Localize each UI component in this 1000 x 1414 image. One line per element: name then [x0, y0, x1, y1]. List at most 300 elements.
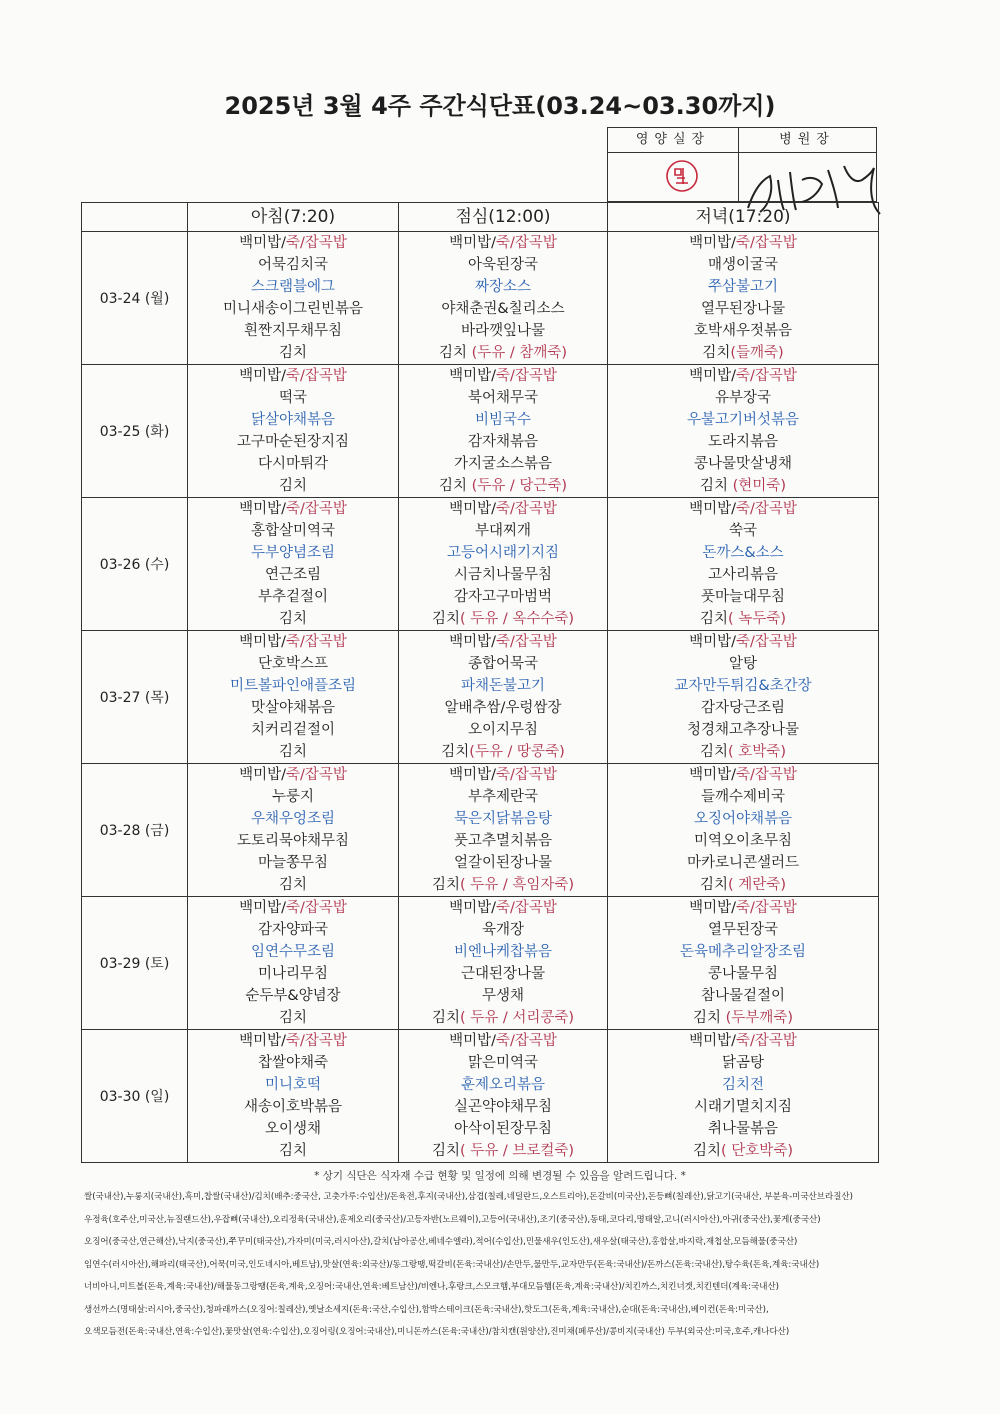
page-title: 2025년 3월 4주 주간식단표(03.24~03.30까지)	[224, 92, 776, 120]
side-dish	[608, 719, 878, 741]
side-dish	[608, 919, 878, 941]
rice-white: 백미밥/	[239, 235, 286, 251]
side-dish	[399, 697, 607, 719]
kimchi-line	[608, 1007, 878, 1029]
meal-cell-dinner	[608, 764, 879, 897]
side-dish	[188, 520, 398, 542]
kimchi-line	[399, 1007, 607, 1029]
side-dish	[608, 830, 878, 852]
rice-line	[399, 365, 607, 387]
side-dish	[399, 1052, 607, 1074]
dish-name: 고구마순된장지짐	[236, 434, 350, 450]
day-row	[82, 1030, 879, 1163]
side-dish	[399, 387, 607, 409]
dish-name: 열무된장국	[707, 922, 779, 938]
side-dish	[188, 830, 398, 852]
dish-name: 닭곰탕	[721, 1055, 765, 1071]
side-dish	[399, 564, 607, 586]
main-dish-name: 임연수무조림	[250, 944, 336, 960]
dish-name: 부추겉절이	[257, 589, 329, 605]
side-dish	[188, 387, 398, 409]
dish-name: 새송이호박볶음	[243, 1099, 343, 1115]
rice-porridge-grain: 죽/잡곡밥	[495, 368, 557, 384]
kimchi: 김치	[431, 611, 460, 627]
side-dish	[608, 653, 878, 675]
side-dish	[608, 963, 878, 985]
dish-name: 알배추쌈/우렁쌈장	[444, 700, 562, 716]
side-dish	[188, 254, 398, 276]
side-dish	[399, 830, 607, 852]
kimchi: 김치	[700, 611, 729, 627]
rice-line	[188, 897, 398, 919]
rice-porridge-grain: 죽/잡곡밥	[285, 501, 347, 517]
dish-name: 마카로니콘샐러드	[686, 855, 800, 871]
rice-white: 백미밥/	[689, 235, 736, 251]
side-dish	[399, 520, 607, 542]
kimchi-line	[608, 1140, 878, 1162]
dish-name: 다시마튀각	[257, 456, 329, 472]
dish-name: 아욱된장국	[467, 257, 539, 273]
rice-line	[188, 631, 398, 653]
side-dish	[188, 1052, 398, 1074]
dish-name: 열무된장나물	[700, 301, 786, 317]
kimchi: 김치	[278, 877, 307, 893]
dish-name: 미나리무침	[257, 966, 329, 982]
kimchi: 김치	[702, 345, 731, 361]
main-dish-name: 우채우엉조림	[250, 811, 336, 827]
kimchi: 김치	[441, 744, 470, 760]
side-dish	[608, 1118, 878, 1140]
origin-line: 임연수(러시아산),해파리(태국산),어묵(미국,인도네시아,베트남),맛살(연육:외국산)/동그랑땡,떡갈비(돈육:국내산)/손만두,물만두,교자만두(돈육:국내산)/돈까스(돈육:국내산),탕수육(돈육,계육:국내산)	[84, 1259, 820, 1270]
kimchi: 김치	[431, 877, 460, 893]
kimchi: 김치	[278, 744, 307, 760]
side-dish	[188, 719, 398, 741]
side-dish	[188, 431, 398, 453]
rice-line	[608, 498, 878, 520]
side-dish	[188, 653, 398, 675]
side-dish	[608, 786, 878, 808]
dish-name: 유부장국	[714, 390, 772, 406]
notice-text: * 상기 식단은 식자재 수급 현황 및 일정에 의해 변경될 수 있음을 알려드립니다. *	[314, 1170, 686, 1182]
dish-name: 흰짠지무채무침	[243, 323, 343, 339]
meal-cell-lunch	[399, 1030, 608, 1163]
rice-white: 백미밥/	[239, 634, 286, 650]
dish-name: 바라깻잎나물	[460, 323, 546, 339]
dish-name: 아삭이된장무침	[453, 1121, 553, 1137]
kimchi-line	[399, 475, 607, 497]
rice-porridge-grain: 죽/잡곡밥	[495, 501, 557, 517]
rice-line	[608, 365, 878, 387]
dish-name: 매생이굴국	[707, 257, 779, 273]
kimchi-line	[399, 741, 607, 763]
dish-name: 고사리볶음	[707, 567, 779, 583]
rice-line	[608, 897, 878, 919]
rice-line	[188, 498, 398, 520]
rice-porridge-grain: 죽/잡곡밥	[285, 767, 347, 783]
kimchi-line	[188, 1007, 398, 1029]
main-dish	[188, 409, 398, 431]
header-date	[82, 203, 188, 232]
header-breakfast: 아침(7:20)	[188, 203, 399, 232]
kimchi: 김치	[700, 744, 729, 760]
day-row	[82, 498, 879, 631]
origin-line: 오색모듬전(돈육:국내산,연육:수입산),꽃맛살(연육:수입산),오징어링(오징어:국내산),미니돈까스(돈육:국내산)/참치캔(원양산),진미채(페루산)/콩비지(국내산) 두부(외국산:미국,호주,캐나다산)	[84, 1327, 790, 1337]
special-porridge: ( 녹두죽)	[728, 611, 786, 627]
meal-cell-breakfast	[188, 897, 399, 1030]
main-dish	[188, 941, 398, 963]
meal-cell-breakfast	[188, 365, 399, 498]
rice-line	[608, 1030, 878, 1052]
rice-white: 백미밥/	[449, 368, 496, 384]
main-dish-name: 비빔국수	[474, 412, 532, 428]
meal-cell-lunch	[399, 498, 608, 631]
rice-line	[608, 764, 878, 786]
side-dish	[399, 653, 607, 675]
side-dish	[608, 254, 878, 276]
rice-porridge-grain: 죽/잡곡밥	[735, 634, 797, 650]
rice-line	[608, 631, 878, 653]
rice-white: 백미밥/	[239, 767, 286, 783]
main-dish-name: 미니호떡	[264, 1077, 322, 1093]
side-dish	[188, 564, 398, 586]
main-dish	[608, 1074, 878, 1096]
main-dish	[608, 808, 878, 830]
dish-name: 오이생채	[264, 1121, 322, 1137]
rice-porridge-grain: 죽/잡곡밥	[285, 1033, 347, 1049]
kimchi: 김치	[278, 1143, 307, 1159]
meal-cell-breakfast	[188, 1030, 399, 1163]
day-date: 03-25 (화)	[82, 365, 188, 498]
main-dish	[608, 409, 878, 431]
dish-name: 누룽지	[271, 789, 315, 805]
dish-name: 청경채고추장나물	[686, 722, 800, 738]
side-dish	[608, 431, 878, 453]
rice-white: 백미밥/	[689, 900, 736, 916]
rice-white: 백미밥/	[239, 900, 286, 916]
main-dish-name: 묵은지닭볶음탕	[453, 811, 553, 827]
dish-name: 도토리묵야채무침	[236, 833, 350, 849]
dish-name: 마늘쫑무침	[257, 855, 329, 871]
dish-name: 야채춘권&칠리소스	[441, 301, 565, 317]
rice-line	[608, 232, 878, 254]
rice-line	[188, 232, 398, 254]
side-dish	[608, 564, 878, 586]
side-dish	[188, 298, 398, 320]
dish-name: 감자채볶음	[467, 434, 539, 450]
rice-white: 백미밥/	[449, 634, 496, 650]
main-dish-name: 쭈삼불고기	[707, 279, 779, 295]
side-dish	[188, 786, 398, 808]
dish-name: 맑은미역국	[467, 1055, 539, 1071]
dish-name: 실곤약야채무침	[453, 1099, 553, 1115]
dish-name: 무생채	[481, 988, 525, 1004]
approval-divider	[738, 152, 739, 202]
kimchi-line	[399, 608, 607, 630]
dish-name: 호박새우젓볶음	[693, 323, 793, 339]
day-row	[82, 365, 879, 498]
kimchi-line	[608, 874, 878, 896]
main-dish-name: 두부양념조림	[250, 545, 336, 561]
meal-cell-lunch	[399, 232, 608, 365]
main-dish	[399, 542, 607, 564]
dish-name: 시래기멸치지짐	[693, 1099, 793, 1115]
main-dish-name: 우불고기버섯볶음	[686, 412, 800, 428]
main-dish	[188, 675, 398, 697]
side-dish	[399, 852, 607, 874]
meal-cell-lunch	[399, 365, 608, 498]
dish-name: 가지굴소스볶음	[453, 456, 553, 472]
side-dish	[188, 586, 398, 608]
meal-cell-breakfast	[188, 498, 399, 631]
kimchi-line	[608, 342, 878, 364]
rice-white: 백미밥/	[449, 767, 496, 783]
main-dish-name: 돈육메추리알장조림	[679, 944, 807, 960]
rice-porridge-grain: 죽/잡곡밥	[495, 1033, 557, 1049]
day-row	[82, 232, 879, 365]
side-dish	[608, 1052, 878, 1074]
dish-name: 단호박스프	[257, 656, 329, 672]
kimchi: 김치	[431, 1010, 460, 1026]
side-dish	[188, 1118, 398, 1140]
main-dish	[399, 276, 607, 298]
rice-white: 백미밥/	[689, 368, 736, 384]
rice-white: 백미밥/	[239, 368, 286, 384]
rice-line	[188, 365, 398, 387]
main-dish-name: 교자만두튀김&초간장	[674, 678, 812, 694]
meal-cell-dinner	[608, 631, 879, 764]
side-dish	[608, 387, 878, 409]
dish-name: 오이지무침	[467, 722, 539, 738]
kimchi: 김치	[278, 345, 307, 361]
kimchi: 김치	[438, 345, 472, 361]
main-dish	[188, 808, 398, 830]
side-dish	[608, 985, 878, 1007]
dish-name: 알탕	[728, 656, 757, 672]
dish-name: 어묵김치국	[257, 257, 329, 273]
side-dish	[399, 786, 607, 808]
side-dish	[188, 919, 398, 941]
dish-name: 맛살야채볶음	[250, 700, 336, 716]
day-date: 03-28 (금)	[82, 764, 188, 897]
special-porridge: ( 호박죽)	[728, 744, 786, 760]
rice-porridge-grain: 죽/잡곡밥	[285, 368, 347, 384]
rice-white: 백미밥/	[449, 501, 496, 517]
dish-name: 부대찌개	[474, 523, 532, 539]
dish-name: 근대된장나물	[460, 966, 546, 982]
main-dish	[399, 1074, 607, 1096]
weekly-menu-table	[81, 202, 879, 1163]
dish-name: 풋마늘대무침	[700, 589, 786, 605]
main-dish-name: 스크램블에그	[250, 279, 336, 295]
main-dish-name: 고등어시래기지짐	[446, 545, 560, 561]
rice-line	[188, 1030, 398, 1052]
rice-porridge-grain: 죽/잡곡밥	[495, 235, 557, 251]
side-dish	[399, 453, 607, 475]
dish-name: 콩나물맛살냉채	[693, 456, 793, 472]
kimchi-line	[188, 1140, 398, 1162]
special-porridge: ( 두유 / 흑임자죽)	[459, 877, 575, 893]
side-dish	[399, 431, 607, 453]
kimchi: 김치	[278, 611, 307, 627]
kimchi-line	[399, 342, 607, 364]
rice-line	[399, 498, 607, 520]
special-porridge: ( 계란죽)	[728, 877, 786, 893]
rice-porridge-grain: 죽/잡곡밥	[735, 767, 797, 783]
meal-cell-lunch	[399, 631, 608, 764]
dish-name: 감자당근조림	[700, 700, 786, 716]
main-dish-name: 닭살야채볶음	[250, 412, 336, 428]
rice-porridge-grain: 죽/잡곡밥	[735, 501, 797, 517]
dish-name: 미역오이초무침	[693, 833, 793, 849]
main-dish-name: 오징어야채볶음	[693, 811, 793, 827]
kimchi-line	[188, 874, 398, 896]
dish-name: 쑥국	[728, 523, 757, 539]
meal-cell-dinner	[608, 498, 879, 631]
kimchi: 김치	[278, 478, 307, 494]
side-dish	[399, 298, 607, 320]
rice-white: 백미밥/	[239, 1033, 286, 1049]
rice-line	[399, 631, 607, 653]
dish-name: 참나물겉절이	[700, 988, 786, 1004]
day-row	[82, 897, 879, 1030]
side-dish	[399, 919, 607, 941]
main-dish	[188, 542, 398, 564]
side-dish	[399, 1118, 607, 1140]
kimchi-line	[399, 874, 607, 896]
seal-stamp-icon	[665, 159, 699, 193]
side-dish	[188, 985, 398, 1007]
special-porridge: (두유 / 땅콩죽)	[469, 744, 565, 760]
meal-cell-breakfast	[188, 232, 399, 365]
kimchi-line	[188, 342, 398, 364]
dish-name: 감자양파국	[257, 922, 329, 938]
menu-body	[82, 232, 879, 1163]
rice-porridge-grain: 죽/잡곡밥	[735, 1033, 797, 1049]
side-dish	[188, 852, 398, 874]
dish-name: 부추제란국	[467, 789, 539, 805]
approval-box	[607, 127, 877, 202]
meal-cell-dinner	[608, 365, 879, 498]
meal-cell-breakfast	[188, 764, 399, 897]
side-dish	[399, 719, 607, 741]
kimchi: 김치	[700, 877, 729, 893]
day-date: 03-24 (월)	[82, 232, 188, 365]
meal-cell-dinner	[608, 897, 879, 1030]
side-dish	[399, 254, 607, 276]
rice-white: 백미밥/	[689, 501, 736, 517]
special-porridge: (들깨죽)	[730, 345, 784, 361]
approval-label-nutrition: 영양실장	[608, 128, 739, 153]
rice-porridge-grain: 죽/잡곡밥	[285, 235, 347, 251]
kimchi-line	[608, 741, 878, 763]
main-dish	[188, 1074, 398, 1096]
rice-white: 백미밥/	[239, 501, 286, 517]
day-row	[82, 631, 879, 764]
main-dish	[608, 675, 878, 697]
main-dish	[399, 675, 607, 697]
rice-white: 백미밥/	[689, 1033, 736, 1049]
dish-name: 치커리겉절이	[250, 722, 336, 738]
side-dish	[399, 963, 607, 985]
dish-name: 미니새송이그린빈볶음	[222, 301, 364, 317]
kimchi: 김치	[700, 478, 733, 494]
rice-porridge-grain: 죽/잡곡밥	[735, 900, 797, 916]
dish-name: 감자고구마범벅	[453, 589, 553, 605]
rice-porridge-grain: 죽/잡곡밥	[285, 900, 347, 916]
side-dish	[399, 1096, 607, 1118]
dish-name: 콩나물무침	[707, 966, 779, 982]
main-dish	[608, 276, 878, 298]
day-date: 03-29 (토)	[82, 897, 188, 1030]
rice-porridge-grain: 죽/잡곡밥	[495, 767, 557, 783]
dish-name: 찹쌀야채죽	[257, 1055, 329, 1071]
dish-name: 육개장	[481, 922, 525, 938]
special-porridge: (두부깨죽)	[725, 1010, 793, 1026]
rice-porridge-grain: 죽/잡곡밥	[735, 368, 797, 384]
side-dish	[608, 520, 878, 542]
main-dish-name: 돈까스&소스	[702, 545, 784, 561]
side-dish	[608, 453, 878, 475]
dish-name: 떡국	[278, 390, 307, 406]
kimchi: 김치	[693, 1010, 726, 1026]
main-dish	[399, 941, 607, 963]
kimchi-line	[608, 608, 878, 630]
side-dish	[399, 320, 607, 342]
special-porridge: ( 두유 / 서리콩죽)	[459, 1010, 575, 1026]
rice-white: 백미밥/	[689, 634, 736, 650]
day-row	[82, 764, 879, 897]
side-dish	[399, 586, 607, 608]
dish-name: 종합어묵국	[467, 656, 539, 672]
side-dish	[188, 697, 398, 719]
kimchi-line	[399, 1140, 607, 1162]
main-dish-name: 미트볼파인애플조림	[229, 678, 357, 694]
main-dish	[188, 276, 398, 298]
main-dish	[608, 941, 878, 963]
main-dish-name: 파채돈불고기	[460, 678, 546, 694]
dish-name: 취나물볶음	[707, 1121, 779, 1137]
special-porridge: ( 두유 / 옥수수죽)	[459, 611, 575, 627]
origin-line: 오징어(중국산,연근해산),낙지(중국산),쭈꾸미(태국산),가자미(미국,러시아산),갈치(남아공산,베네수엘라),적어(수입산),민물새우(인도산),새우살(태국산),홍합살,바지락,재첩살,모듬해물(중국산)	[84, 1237, 798, 1247]
main-dish-name: 김치전	[721, 1077, 765, 1093]
rice-porridge-grain: 죽/잡곡밥	[285, 634, 347, 650]
rice-line	[399, 232, 607, 254]
dish-name: 시금치나물무침	[453, 567, 553, 583]
rice-line	[399, 897, 607, 919]
special-porridge: (두유 / 당근죽)	[471, 478, 568, 494]
day-date: 03-30 (일)	[82, 1030, 188, 1163]
side-dish	[608, 298, 878, 320]
main-dish	[608, 542, 878, 564]
kimchi: 김치	[438, 478, 472, 494]
origin-line: 우정육(호주산,미국산,뉴질랜드산),우잡뼈(국내산),오리정육(국내산),훈제오리(중국산)/고등자반(노르웨이),고등어(국내산),조기(중국산),동태,코다리,명태알,고니(러시아산),아귀(중국산),꽃게(중국산)	[84, 1214, 821, 1225]
dish-name: 들깨수제비국	[700, 789, 786, 805]
main-dish-name: 훈제오리볶음	[460, 1077, 546, 1093]
approval-label-director: 병원장	[738, 128, 876, 153]
dish-name: 얼갈이된장나물	[453, 855, 553, 871]
dish-name: 도라지볶음	[707, 434, 779, 450]
day-date: 03-26 (수)	[82, 498, 188, 631]
side-dish	[188, 453, 398, 475]
meal-cell-dinner	[608, 232, 879, 365]
rice-porridge-grain: 죽/잡곡밥	[495, 634, 557, 650]
special-porridge: ( 단호박죽)	[721, 1143, 793, 1159]
side-dish	[608, 586, 878, 608]
dish-name: 순두부&양념장	[245, 988, 341, 1004]
special-porridge: (현미죽)	[732, 478, 786, 494]
origin-line: 쌀(국내산),누룽지(국내산),흑미,찹쌀(국내산)/김치(배추:중국산, 고춧가루:수입산)/돈육전,후지(국내산),삼겹(칠레,네덜란드,오스트리아),돈갈비(미국산),돈등뼈(칠레산),닭고기(국내산, 부분육-미국산브라질산)	[84, 1192, 853, 1202]
header-lunch: 점심(12:00)	[399, 203, 608, 232]
